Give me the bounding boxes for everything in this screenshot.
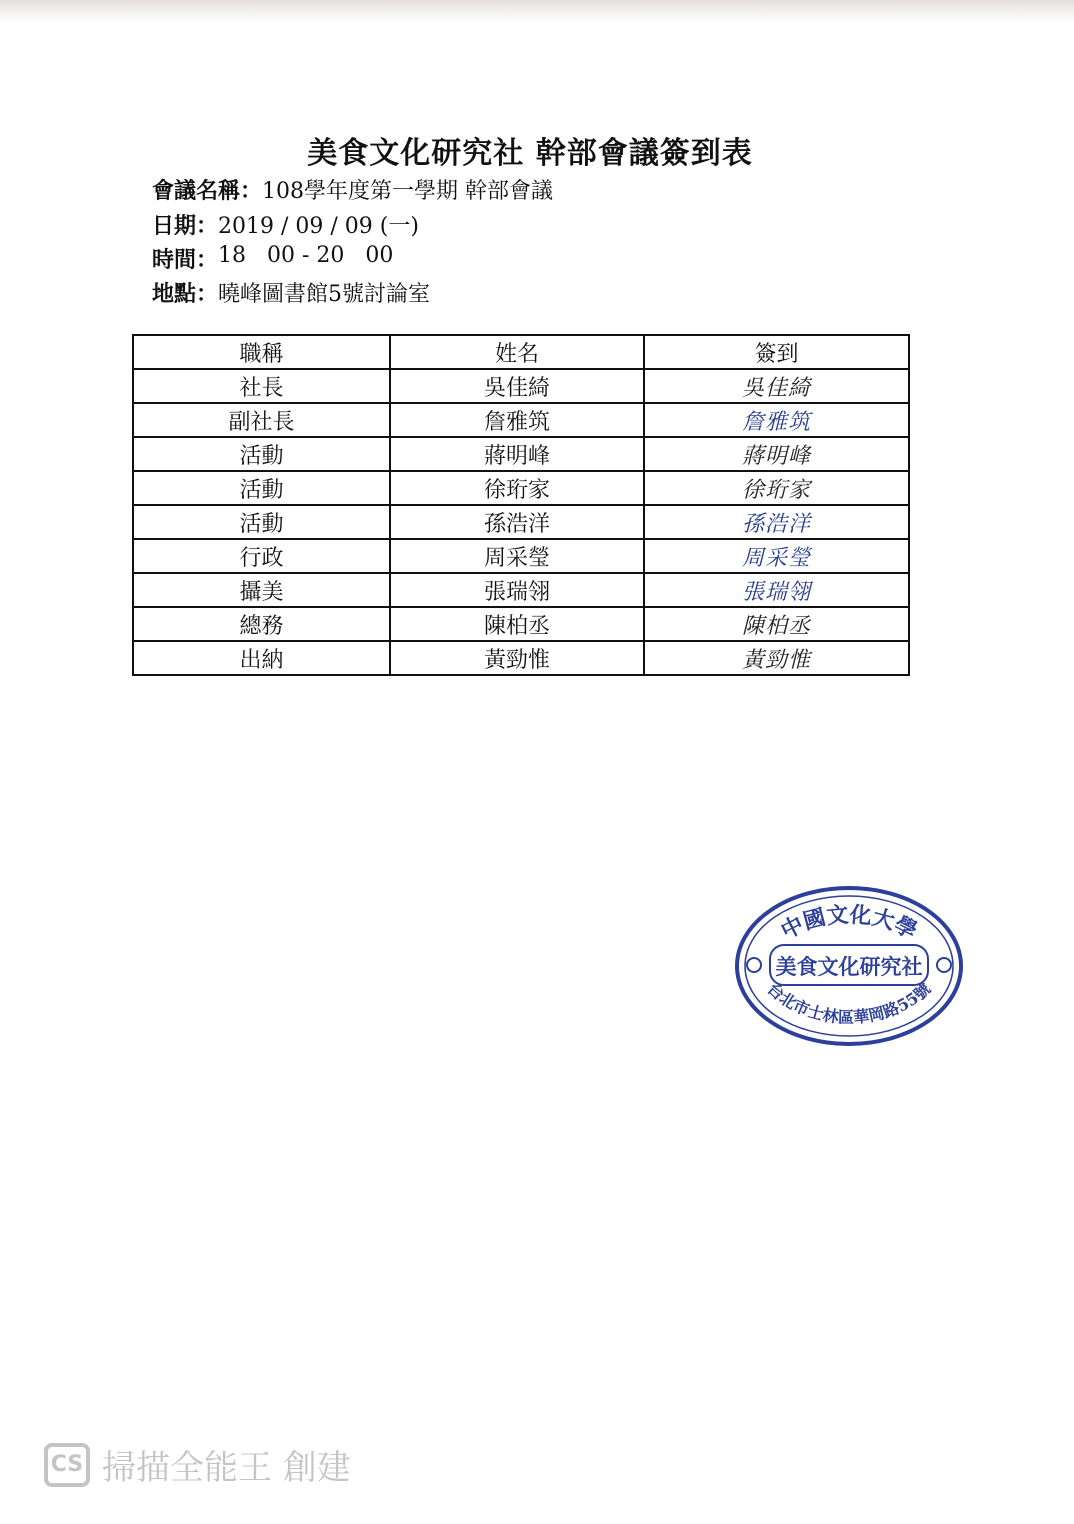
camscanner-logo-icon: CS — [44, 1443, 90, 1487]
table-row — [133, 539, 909, 573]
name-cell: 黃勁惟 — [390, 641, 644, 675]
signature-cell: 周采瑩 — [644, 539, 909, 573]
date-label: 日期： — [152, 214, 219, 239]
place-label: 地點： — [152, 282, 219, 307]
time-value: 18 00 - 20 00 — [218, 243, 394, 268]
signature-cell: 張瑞翎 — [644, 573, 909, 607]
table-row — [133, 641, 909, 675]
table-row — [133, 607, 909, 641]
role-cell: 行政 — [133, 539, 390, 573]
stamp-center-text: 美食文化研究社 — [775, 954, 923, 979]
table-row — [133, 471, 909, 505]
stamp-right-flower-icon — [937, 958, 951, 972]
signin-table — [132, 334, 910, 676]
name-cell: 陳柏丞 — [390, 607, 644, 641]
signature-cell: 黃勁惟 — [644, 641, 909, 675]
scanner-watermark — [44, 1440, 351, 1489]
name-cell: 吳佳綺 — [390, 369, 644, 403]
document-title: 美食文化研究社 幹部會議簽到表 — [307, 136, 753, 171]
meeting-name-label: 會議名稱： — [152, 179, 263, 204]
signature-cell: 徐珩家 — [644, 471, 909, 505]
table-row — [133, 369, 909, 403]
role-cell: 社長 — [133, 369, 390, 403]
place-value: 曉峰圖書館5號討論室 — [218, 282, 431, 307]
table-row — [133, 573, 909, 607]
meeting-name-value: 108學年度第一學期 幹部會議 — [262, 179, 554, 204]
club-stamp — [732, 883, 966, 1049]
time-label: 時間： — [152, 248, 219, 273]
date-line — [152, 209, 419, 240]
name-cell: 詹雅筑 — [390, 403, 644, 437]
name-cell: 孫浩洋 — [390, 505, 644, 539]
meeting-name-line — [152, 174, 553, 205]
table-header-row — [133, 335, 909, 369]
signature-cell: 孫浩洋 — [644, 505, 909, 539]
role-cell: 攝美 — [133, 573, 390, 607]
time-line — [152, 243, 393, 274]
scan-edge — [0, 0, 1074, 22]
stamp-bottom-text: 台北市士林區華岡路55號 — [763, 979, 935, 1027]
role-cell: 副社長 — [133, 403, 390, 437]
header-role: 職稱 — [133, 335, 390, 369]
signature-cell: 詹雅筑 — [644, 403, 909, 437]
table-row — [133, 403, 909, 437]
watermark-text: 掃描全能王 創建 — [102, 1448, 351, 1488]
role-cell: 總務 — [133, 607, 390, 641]
role-cell: 出納 — [133, 641, 390, 675]
role-cell: 活動 — [133, 471, 390, 505]
header-signature: 簽到 — [644, 335, 909, 369]
signature-cell: 吳佳綺 — [644, 369, 909, 403]
name-cell: 蔣明峰 — [390, 437, 644, 471]
name-cell: 徐珩家 — [390, 471, 644, 505]
stamp-top-text: 中國文化大學 — [776, 901, 922, 945]
signature-cell: 陳柏丞 — [644, 607, 909, 641]
role-cell: 活動 — [133, 437, 390, 471]
table-row — [133, 437, 909, 471]
stamp-left-flower-icon — [747, 958, 761, 972]
header-name: 姓名 — [390, 335, 644, 369]
name-cell: 周采瑩 — [390, 539, 644, 573]
place-line — [152, 277, 430, 308]
signature-cell: 蔣明峰 — [644, 437, 909, 471]
role-cell: 活動 — [133, 505, 390, 539]
name-cell: 張瑞翎 — [390, 573, 644, 607]
table-row — [133, 505, 909, 539]
date-value: 2019 / 09 / 09 (一) — [218, 214, 419, 239]
